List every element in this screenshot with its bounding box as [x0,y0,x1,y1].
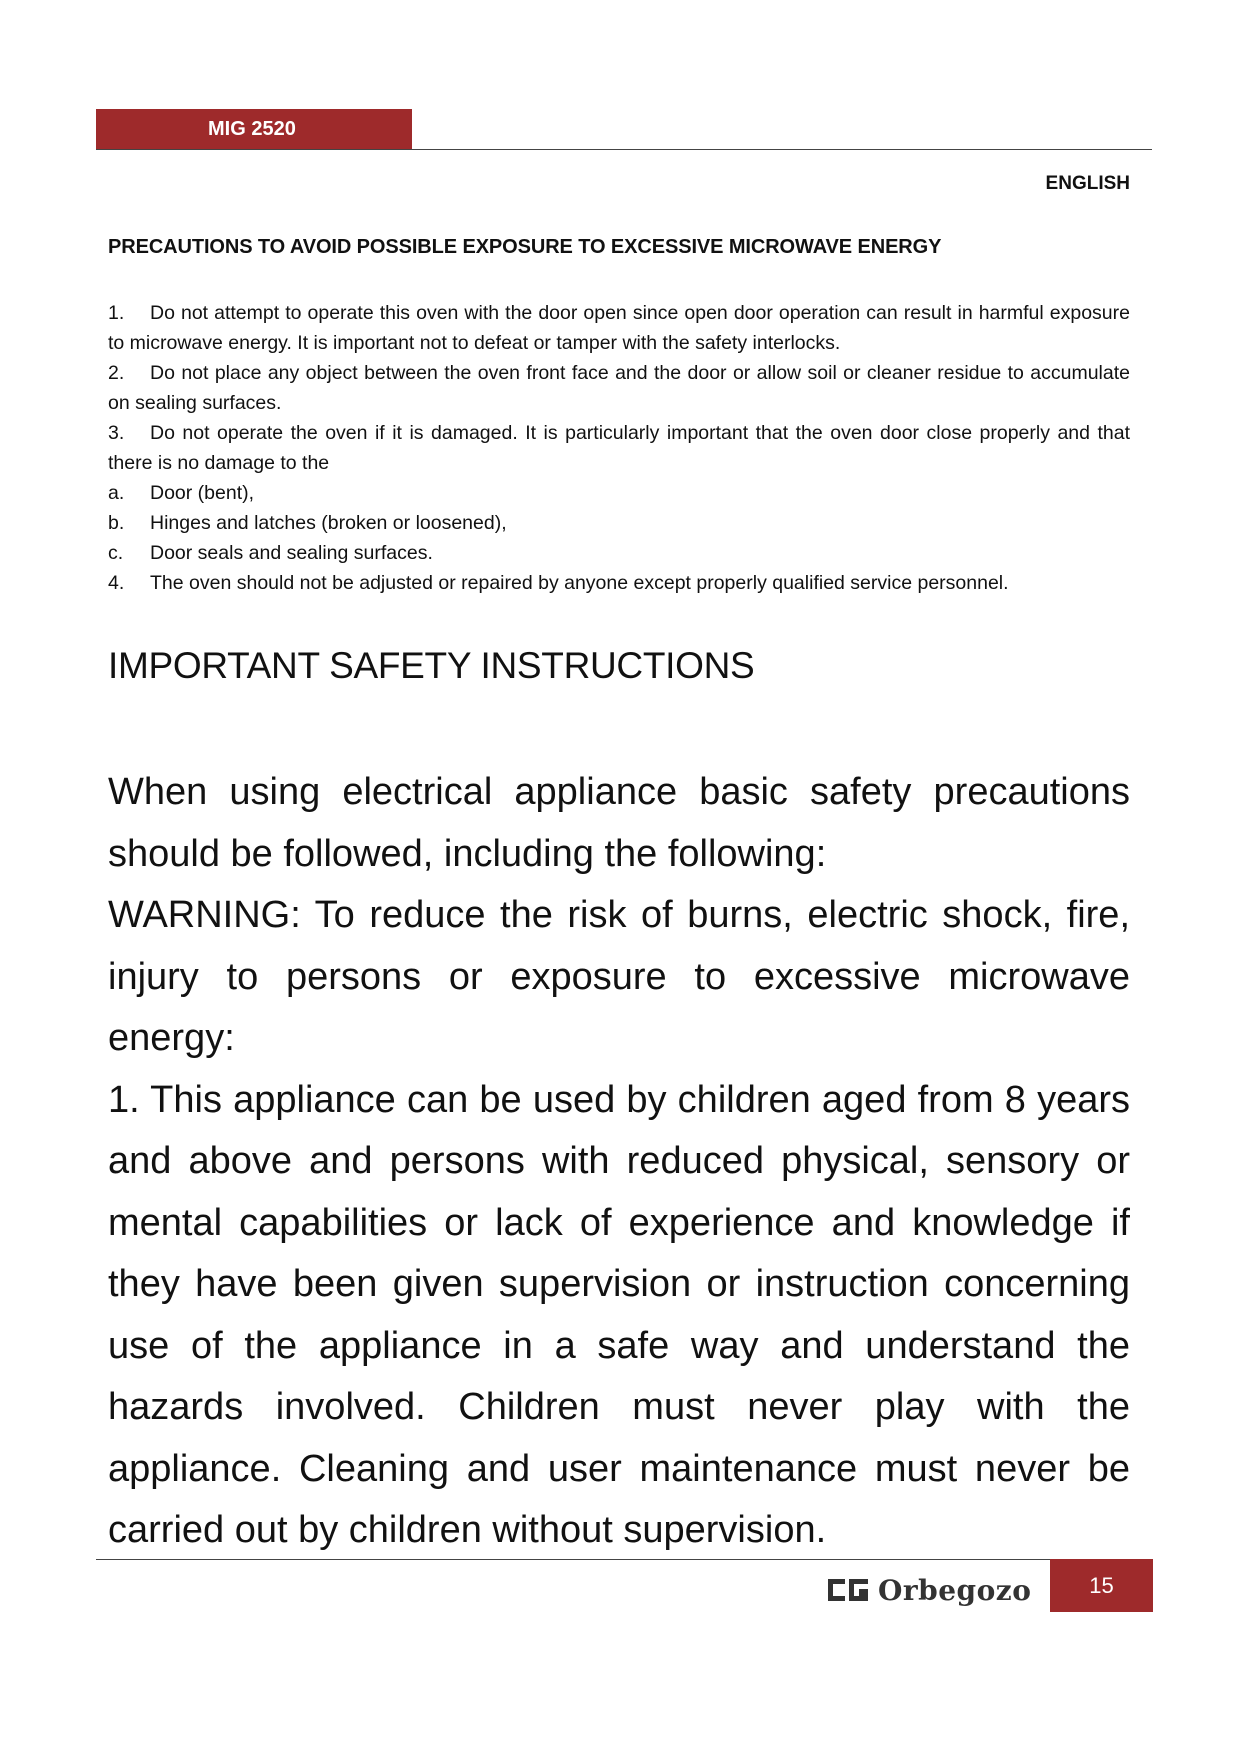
list-item [108,508,1130,538]
page-number: 15 [1050,1559,1153,1612]
safety-instructions-title: IMPORTANT SAFETY INSTRUCTIONS [108,645,755,686]
item-text: Do not attempt to operate this oven with the door open since open door operation can result in harmful exposure to microwave energy. It is important not to defeat or tamper with the safety interlocks. [108,302,1130,354]
list-item [108,478,1130,508]
list-item [108,358,1130,418]
safety-point-1: 1. This appliance can be used by children aged from 8 years and above and persons with reduced physical, sensory or mental capabilities or lack of experience and knowledge if they have been given supervision or instruction concerning use of the appliance in a safe way and understand the hazards involved. Children must never play with the appliance. Cleaning and user maintenance must never be carried out by children without supervision. [108,1078,1130,1551]
item-number: 2. [108,362,125,384]
safety-warning: WARNING: To reduce the risk of burns, electric shock, fire, injury to persons or exposure to excessive microwave energy: [108,894,1130,1059]
footer-divider [96,1559,1054,1560]
precautions-list [108,298,1130,598]
model-label: MIG 2520 [96,109,412,149]
list-item [108,298,1130,358]
brand-logo [828,1570,1031,1610]
item-number: a. [108,482,125,504]
item-number: b. [108,512,125,534]
list-item [108,418,1130,478]
item-number: 3. [108,422,125,444]
header-divider [96,149,1152,150]
brand-mark-icon [828,1577,868,1603]
precautions-title: PRECAUTIONS TO AVOID POSSIBLE EXPOSURE TO EXCESSIVE MICROWAVE ENERGY [108,236,942,258]
item-text: Do not operate the oven if it is damaged. It is particularly important that the oven door close properly and that there is no damage to the [108,422,1130,474]
safety-intro: When using electrical appliance basic safety precautions should be followed, including the following: [108,771,1130,875]
item-text: Door (bent), [150,482,255,504]
item-number: c. [108,542,124,564]
list-item [108,538,1130,568]
item-text: Do not place any object between the oven front face and the door or allow soil or cleaner residue to accumulate on sealing surfaces. [108,362,1130,414]
list-item [108,568,1130,598]
item-text: Door seals and sealing surfaces. [150,542,433,564]
item-number: 1. [108,302,125,324]
brand-name: Orbegozo [878,1573,1032,1607]
item-text: Hinges and latches (broken or loosened), [150,512,507,534]
item-text: The oven should not be adjusted or repaired by anyone except properly qualified service personnel. [150,572,1009,594]
language-label: ENGLISH [1045,173,1130,194]
safety-body [108,762,1130,1562]
item-number: 4. [108,572,125,594]
